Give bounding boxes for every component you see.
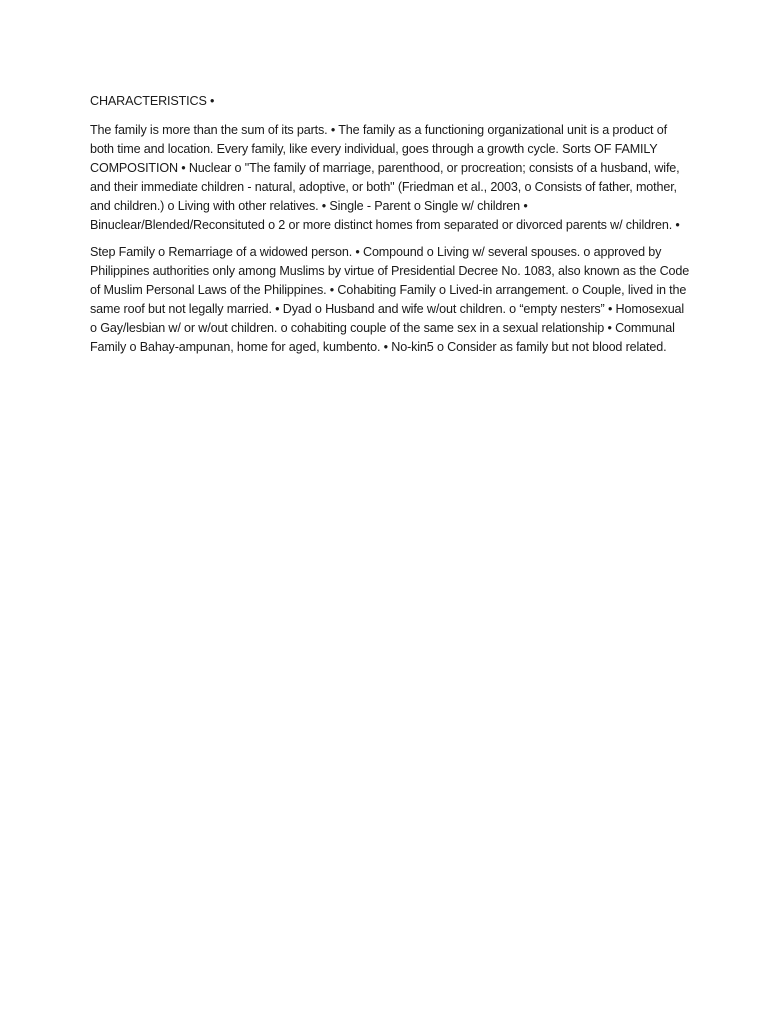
section-heading: CHARACTERISTICS • bbox=[90, 94, 215, 108]
paragraph-family-types: Step Family o Remarriage of a widowed person. • Compound o Living w/ several spouses. o approved by Philippines authorities only among Muslims by virtue of Presidential Decree No. 1083, also known as the Code of Muslim Personal Laws of the Philippines. • Cohabiting Family o Lived-in arrangement. o Couple, lived in the same roof but not legally married. • Dyad o Husband and wife w/out children. o “empty nesters” • Homosexual o Gay/lesbian w/ or w/out children. o cohabiting couple of the same sex in a sexual relationship • Communal Family o Bahay-ampunan, home for aged, kumbento. • No-kin5 o Consider as family but not blood related. bbox=[90, 245, 690, 354]
paragraph-family-composition: The family is more than the sum of its parts. • The family as a functioning organizational unit is a product of both time and location. Every family, like every individual, goes through a growth cycle. Sorts OF FAMILY COMPOSITION • Nuclear o "The family of marriage, parenthood, or procreation; consists of a husband, wife, and their immediate children - natural, adoptive, or both" (Friedman et al., 2003, o Consists of father, mother, and children.) o Living with other relatives. • Single - Parent o Single w/ children • Binuclear/Blended/Reconsituted o 2 or more distinct homes from separated or divorced parents w/ children. • bbox=[90, 123, 680, 232]
document-page bbox=[90, 92, 690, 365]
